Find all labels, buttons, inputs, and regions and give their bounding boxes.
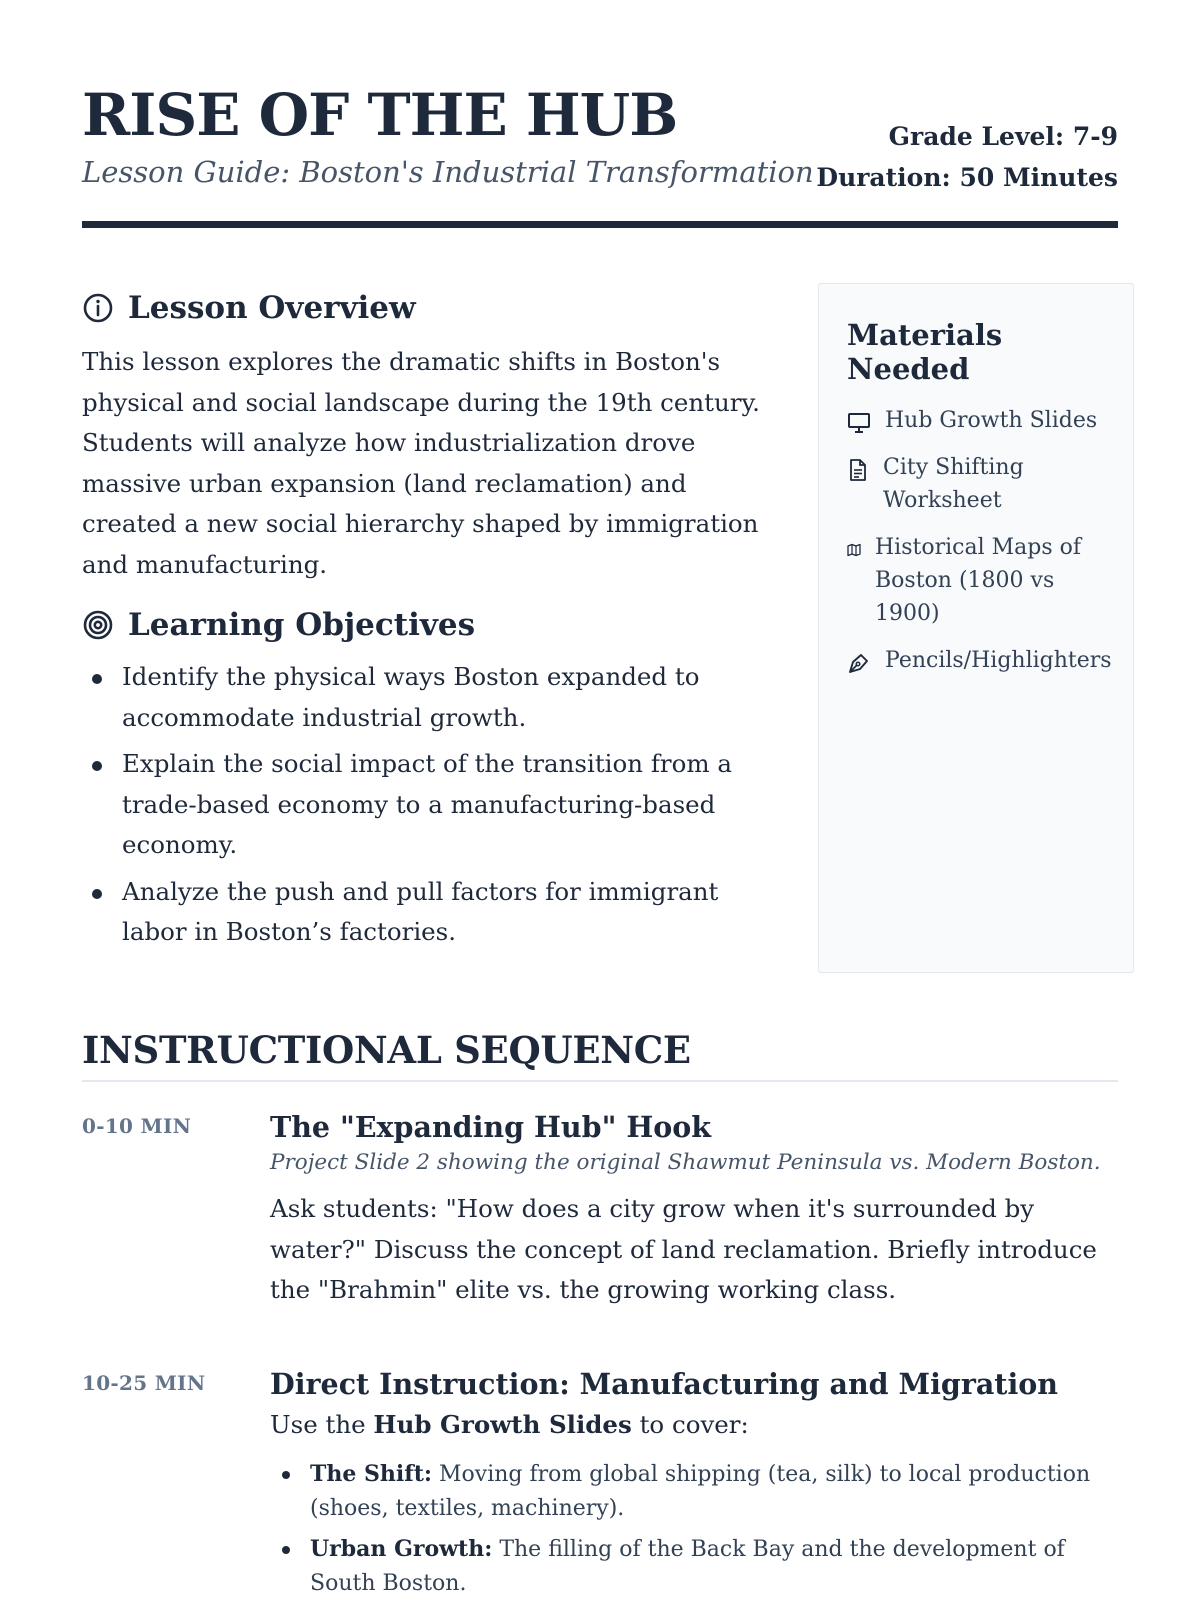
instructional-sequence-heading: INSTRUCTIONAL SEQUENCE [82,1028,1118,1082]
step-time: 0-10 MIN [82,1114,192,1138]
lesson-meta [816,116,1118,198]
objective-item: Identify the physical ways Boston expanded to accommodate industrial growth. [82,657,772,738]
learning-objectives-heading [82,605,772,645]
objective-item: Analyze the push and pull factors for immigrant labor in Boston’s factories. [82,872,772,953]
duration: Duration: 50 Minutes [816,163,1118,192]
objectives-list [82,657,772,953]
page-header [82,80,1118,228]
material-item [847,531,1113,630]
material-label: City Shifting Worksheet [883,455,1024,513]
pen-tool-icon [847,651,871,675]
info-circle-icon [82,292,114,324]
document-icon [847,458,869,482]
lesson-overview-heading [82,288,772,328]
lesson-overview-text: This lesson explores the dramatic shifts in Boston's physical and social landscape during the 19th century. Students will analyze how industrialization drove massive urban expansion (land reclamation) and created a new social hierarchy shaped by immigration and manufacturing. [82,347,760,579]
materials-heading: Materials Needed [847,318,1003,386]
material-label: Pencils/Highlighters [885,648,1112,673]
lesson-overview-section [82,288,772,585]
learning-objectives-section [82,605,772,953]
objective-item: Explain the social impact of the transition from a trade-based economy to a manufacturing-based economy. [82,744,772,866]
step-body [270,1108,1118,1311]
material-label: Historical Maps of Boston (1800 vs 1900) [875,535,1082,626]
material-label: Hub Growth Slides [885,408,1098,433]
step-title: Direct Instruction: Manufacturing and Migration [270,1367,1059,1401]
grade-level: Grade Level: 7-9 [888,122,1118,151]
step-bullet-text: Moving from global shipping (tea, silk) to local production (shoes, textiles, machinery). [310,1462,1091,1521]
left-column [82,288,772,959]
step-bullet [270,1457,1118,1526]
material-item [847,644,1113,677]
page-title: RISE OF THE HUB [82,81,678,149]
step-bullet-label: The Shift: [310,1461,433,1487]
step-intro-post: to cover: [631,1410,749,1439]
page-subtitle: Lesson Guide: Boston's Industrial Transformation [82,155,814,189]
material-item [847,451,1113,517]
step-bullet [270,1532,1118,1600]
presentation-icon [847,411,871,435]
step-body [270,1365,1118,1600]
lesson-overview-title: Lesson Overview [128,290,416,326]
step-intro-bold: Hub Growth Slides [373,1410,632,1439]
learning-objectives-title: Learning Objectives [128,607,476,643]
materials-needed-panel [818,283,1134,973]
material-item [847,404,1113,437]
step-intro-pre: Use the [270,1410,374,1439]
step-intro [270,1405,1118,1445]
step-bullet-label: Urban Growth: [310,1536,493,1562]
step-bullet-text: The filling of the Back Bay and the development of South Boston. [310,1537,1065,1596]
step-title: The "Expanding Hub" Hook [270,1110,712,1144]
step-bullet-list [270,1457,1118,1600]
target-icon [82,609,114,641]
step-time: 10-25 MIN [82,1371,206,1395]
step-note: Project Slide 2 showing the original Shawmut Peninsula vs. Modern Boston. [270,1150,1101,1175]
map-icon [847,543,861,557]
step-text: Ask students: "How does a city grow when it's surrounded by water?" Discuss the concept of land reclamation. Briefly introduce the "Brahmin" elite vs. the growing working class. [270,1194,1097,1304]
